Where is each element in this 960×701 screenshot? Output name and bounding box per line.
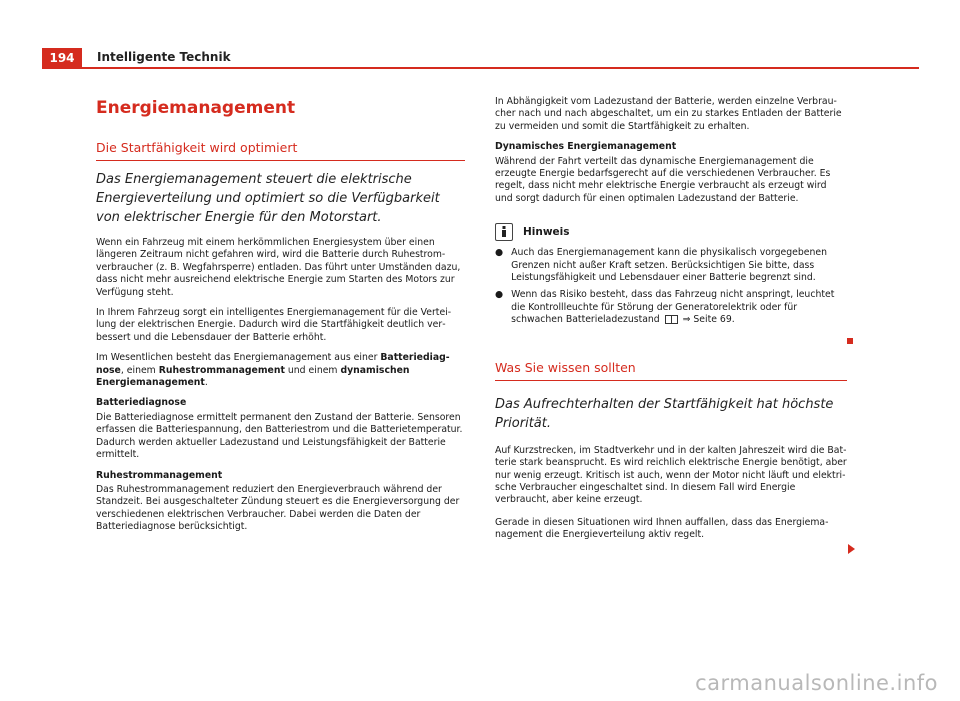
note-text: Auch das Energiemanagement kann die physikalisch vorgegebenen Grenzen nicht außer Kraft setzen. Berücksichtigen Sie bitte, dass Leistungsfähigkeit und Lebensdauer einer Batterie begrenzt sind. — [511, 247, 827, 284]
paragraph: In Abhängigkeit vom Ladezustand der Batterie, werden einzelne Verbraucher nach und nach abgeschaltet, um ein zu starkes Entladen der Batterie zu vermeiden und somit die Startfähigkeit zu erhalten. — [495, 96, 842, 132]
chapter-title: Intelligente Technik — [97, 50, 231, 64]
subheading: Ruhestrommanagement — [96, 469, 223, 481]
subsection-title: Was Sie wissen sollten — [495, 359, 636, 375]
lead-text: Das Aufrechterhalten der Startfähigkeit hat höchste Priorität. — [495, 396, 834, 431]
book-icon — [665, 315, 678, 324]
page-reference[interactable]: ⇒ Seite 69. — [682, 314, 735, 326]
paragraph: Auf Kurzstrecken, im Stadtverkehr und in der kalten Jahreszeit wird die Batterie stark beansprucht. Es wird reichlich elektrische Energie benötigt, aber nur wenig erzeugt. Kritisch ist auch, wenn der Motor nicht läuft und elektrische Verbraucher eingeschaltet sind. In diesem Fall wird Energie verbraucht, aber keine erzeugt. — [495, 444, 847, 506]
paragraph: Die Batteriediagnose ermittelt permanent den Zustand der Batterie. Sensoren erfassen die Batteriespannung, den Batteriestrom und die Batterietemperatur. Dadurch werden aktueller Ladezustand und Leistungsfähigkeit der Batterie ermittelt. — [96, 411, 463, 461]
note-bullet: ● Wenn das Risiko besteht, dass das Fahrzeug nicht anspringt, leuchtet die Kontrollleuchte für Störung der Generatorelektrik oder für schwachen Batterieladezustand ⇒ Seite 69. — [495, 289, 847, 326]
end-square-icon — [847, 329, 853, 348]
note-bullet: ● Auch das Energiemanagement kann die physikalisch vorgegebenen Grenzen nicht außer Kraft setzen. Berücksichtigen Sie bitte, dass Leistungsfähigkeit und Lebensdauer einer Batterie begrenzt sind. — [495, 247, 847, 284]
note-info-icon — [495, 223, 513, 241]
subheading: Batteriediagnose — [96, 397, 187, 409]
note-header — [495, 223, 847, 241]
subheading: Dynamisches Energiemanagement — [495, 141, 677, 153]
paragraph: Wenn ein Fahrzeug mit einem herkömmlichen Energiesystem über einen längeren Zeitraum nicht gefahren wird, wird die Batterie durch Ruhestromverbraucher (z. B. Wegfahrsperre) entladen. Das führt unter Umständen dazu, dass nicht mehr ausreichend elektrische Energie zum Starten des Motors zur Verfügung steht. — [96, 237, 461, 298]
note-title: Hinweis — [523, 226, 570, 239]
paragraph: Im Wesentlichen besteht das Energiemanagement aus einer Batteriediagnose, einem Ruhestrommanagement und einem dynamischen Energiemanagement. — [96, 352, 450, 389]
header-rule — [42, 67, 919, 69]
watermark: carmanualsonline.info — [695, 671, 938, 695]
page-number: 194 — [42, 48, 82, 68]
lead-text: Das Energiemanagement steuert die elektrische Energieverteilung und optimiert so die Verfügbarkeit von elektrischer Energie für den Motorstart. — [96, 172, 440, 225]
paragraph: Das Ruhestrommanagement reduziert den Energieverbrauch während der Standzeit. Bei ausgeschalteter Zündung steuert es die Energieversorgung der verschiedenen elektrischen Verbraucher. Dabei werden die Daten der Batteriediagnose berücksichtigt. — [96, 483, 460, 533]
section-title: Energiemanagement — [96, 98, 296, 118]
paragraph: Gerade in diesen Situationen wird Ihnen auffallen, dass das Energiemanagement die Energieverteilung aktiv regelt. — [495, 516, 829, 541]
paragraph: Während der Fahrt verteilt das dynamische Energiemanagement die erzeugte Energie bedarfsgerecht auf die verschiedenen Verbraucher. Es regelt, dass nicht mehr elektrische Energie verbraucht als erzeugt wird und sorgt dadurch für einen optimalen Ladezustand der Batterie. — [495, 155, 831, 204]
paragraph: In Ihrem Fahrzeug sorgt ein intelligentes Energiemanagement für die Verteilung der elektrischen Energie. Dadurch wird die Startfähigkeit deutlich verbessert und die Lebensdauer der Batterie erhöht. — [96, 307, 452, 343]
right-column — [495, 96, 847, 542]
note-text: Wenn das Risiko besteht, dass das Fahrzeug nicht anspringt, leuchtet die Kontrollleuchte für Störung der Generatorelektrik oder für schwachen Batterieladezustand ⇒ Seite 69. — [511, 289, 835, 326]
left-column — [96, 98, 465, 534]
subsection-title: Die Startfähigkeit wird optimiert — [96, 140, 298, 155]
continue-arrow-icon — [848, 544, 855, 554]
